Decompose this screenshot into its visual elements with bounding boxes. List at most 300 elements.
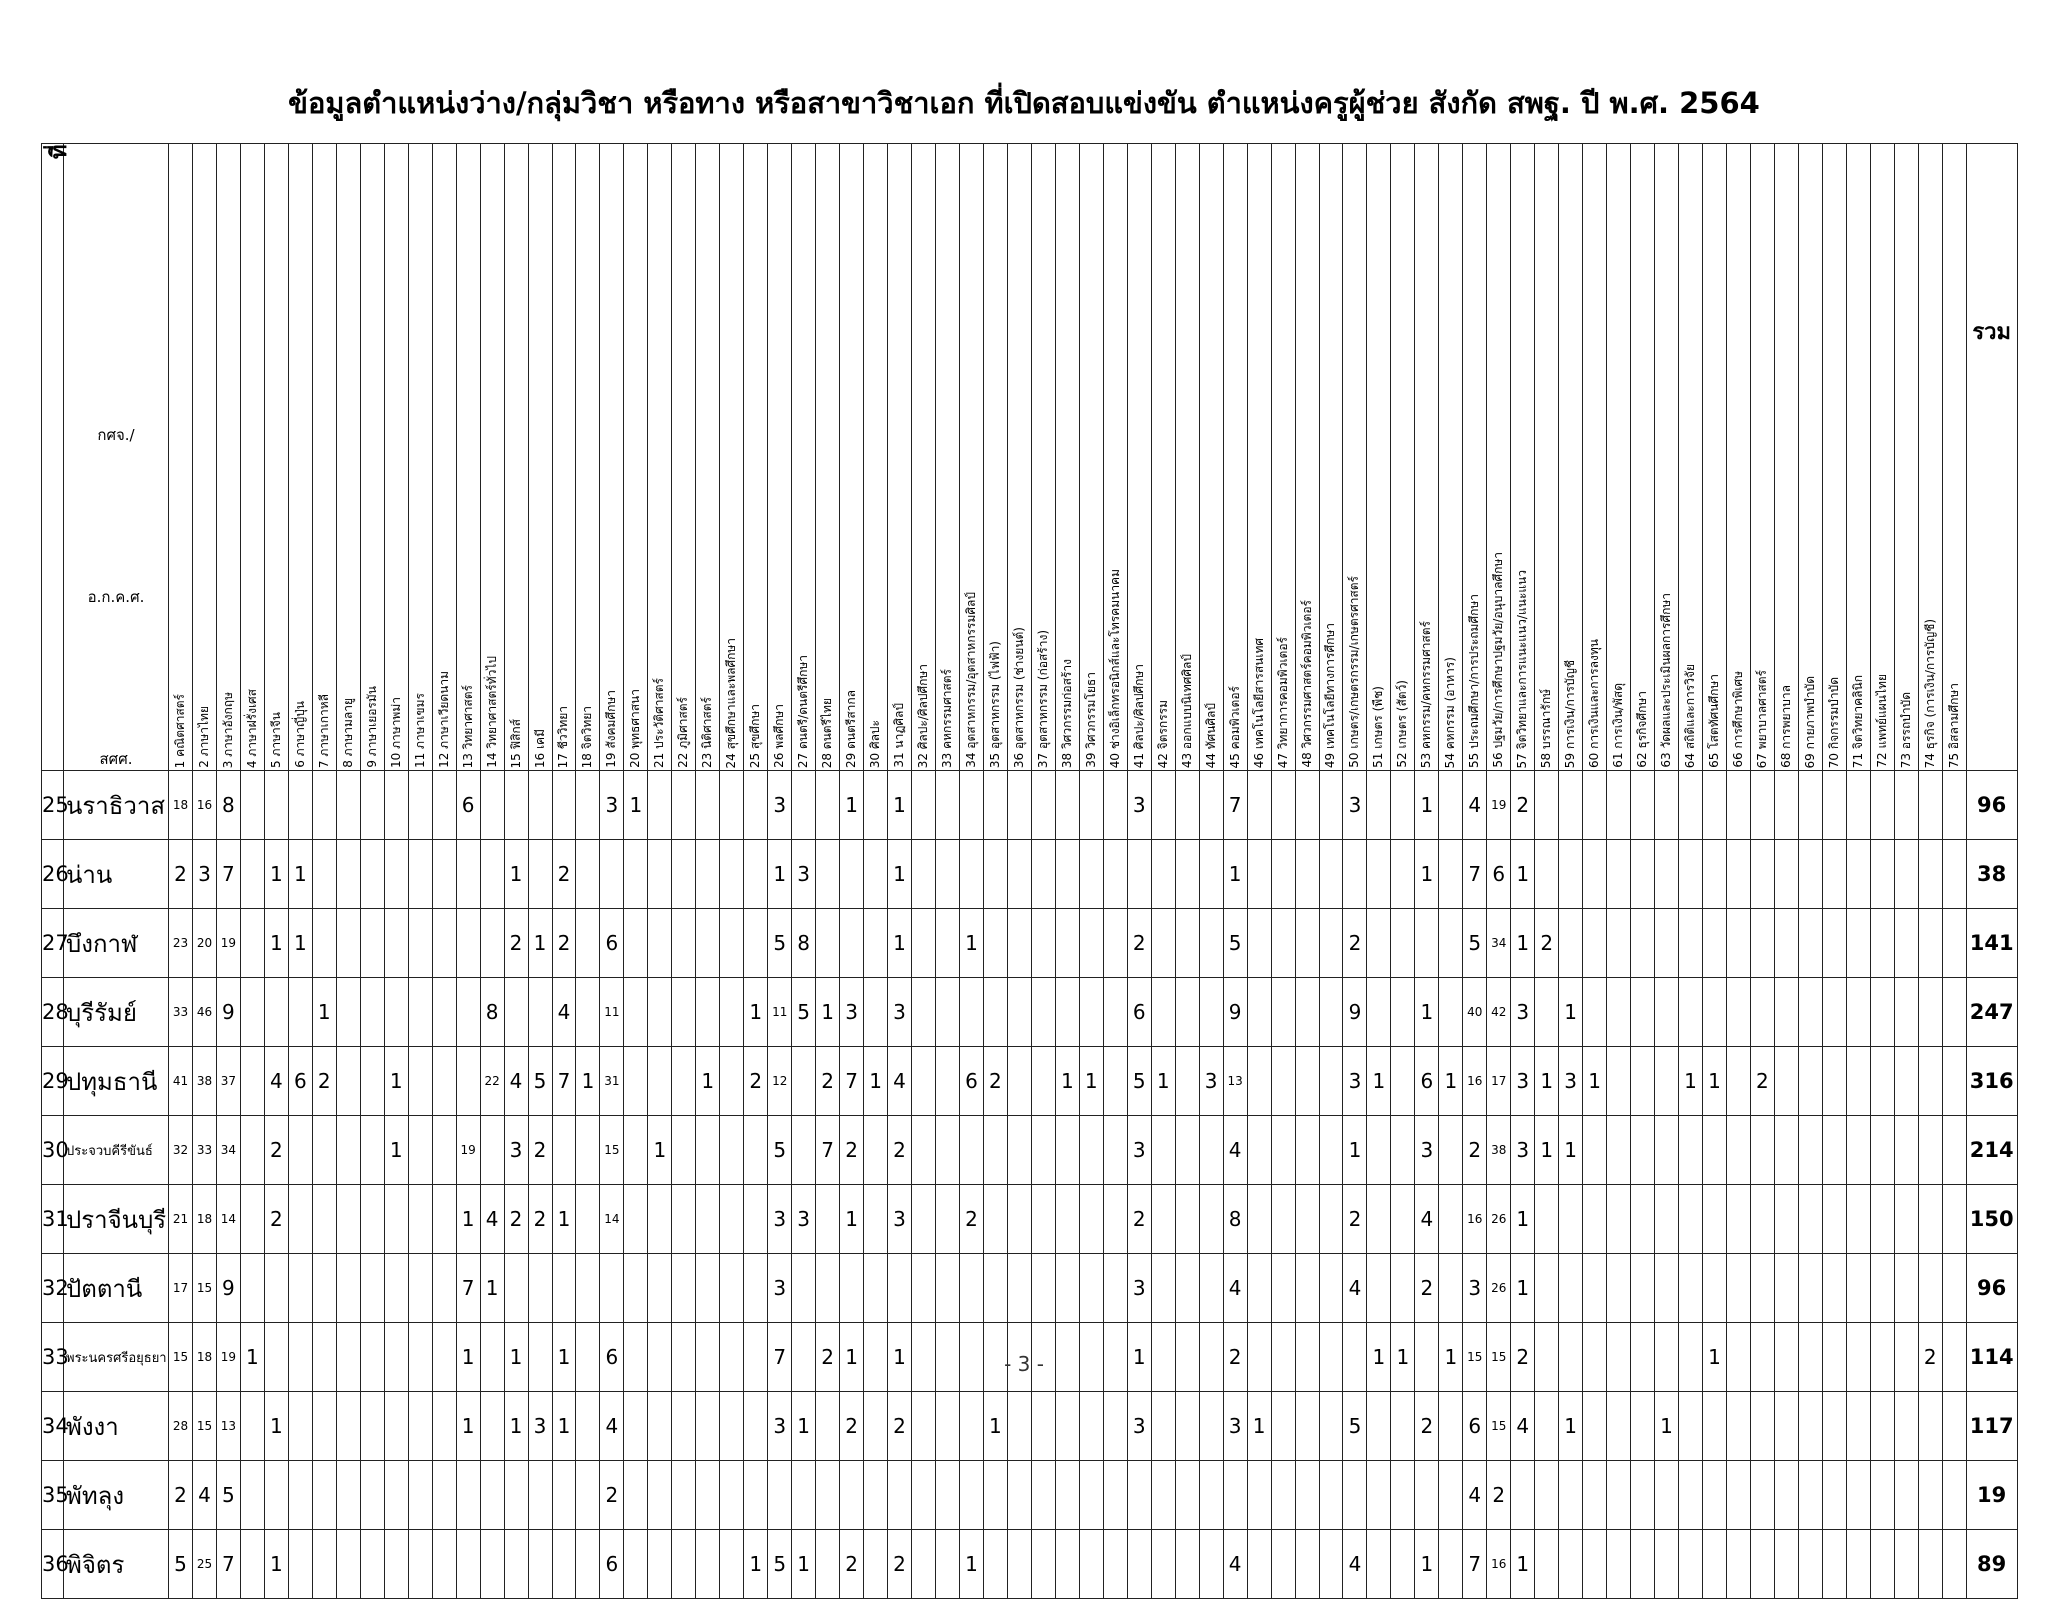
- data-cell: [264, 1461, 288, 1530]
- data-cell: [1679, 771, 1703, 840]
- data-cell: [384, 1461, 408, 1530]
- data-cell: [480, 1116, 504, 1185]
- data-cell: [1583, 1461, 1607, 1530]
- data-cell: [1655, 1185, 1679, 1254]
- data-cell: [576, 978, 600, 1047]
- data-cell: 16: [192, 771, 216, 840]
- data-cell: [240, 1461, 264, 1530]
- subject-header: [1439, 144, 1463, 771]
- subject-label: 75 อิสลามศึกษา: [1946, 682, 1961, 768]
- data-cell: [1151, 978, 1175, 1047]
- data-cell: 3: [792, 840, 816, 909]
- data-cell: 2: [528, 1185, 552, 1254]
- data-cell: [1655, 978, 1679, 1047]
- data-cell: [312, 1530, 336, 1599]
- data-cell: [1343, 840, 1367, 909]
- data-cell: 7: [552, 1047, 576, 1116]
- data-cell: 5: [768, 1530, 792, 1599]
- data-cell: [1271, 978, 1295, 1047]
- subject-label: 23 นิติศาสตร์: [700, 697, 715, 768]
- data-cell: [840, 840, 864, 909]
- data-cell: [408, 909, 432, 978]
- data-cell: [1007, 771, 1031, 840]
- data-cell: [888, 1461, 912, 1530]
- data-cell: 1: [264, 840, 288, 909]
- data-cell: [480, 1461, 504, 1530]
- data-cell: [1535, 771, 1559, 840]
- data-cell: [816, 1254, 840, 1323]
- data-cell: 2: [816, 1047, 840, 1116]
- data-cell: [624, 1530, 648, 1599]
- data-cell: 1: [1679, 1047, 1703, 1116]
- data-cell: [1942, 978, 1966, 1047]
- data-cell: [1319, 840, 1343, 909]
- data-cell: 1: [1367, 1323, 1391, 1392]
- data-cell: [1271, 771, 1295, 840]
- data-cell: [864, 1254, 888, 1323]
- data-cell: [312, 1116, 336, 1185]
- data-cell: 11: [600, 978, 624, 1047]
- data-cell: [1703, 1116, 1727, 1185]
- data-cell: 13: [216, 1392, 240, 1461]
- subject-label: 48 วิศวกรรมศาสตร์คอมพิวเตอร์: [1299, 600, 1314, 768]
- data-cell: 1: [1415, 840, 1439, 909]
- data-cell: [744, 1254, 768, 1323]
- data-cell: [528, 771, 552, 840]
- data-cell: [1583, 1185, 1607, 1254]
- data-cell: 2: [1343, 1185, 1367, 1254]
- data-cell: 1: [1703, 1047, 1727, 1116]
- row-number: 28: [42, 978, 64, 1047]
- data-cell: 2: [1415, 1254, 1439, 1323]
- data-cell: [576, 840, 600, 909]
- data-cell: 5: [768, 909, 792, 978]
- data-cell: [1319, 1185, 1343, 1254]
- data-cell: 1: [768, 840, 792, 909]
- data-cell: [1007, 840, 1031, 909]
- row-area-name: พิจิตร: [64, 1530, 169, 1599]
- data-cell: [864, 771, 888, 840]
- data-cell: 1: [888, 909, 912, 978]
- subject-label: 49 เทคโนโลยีทางการศึกษา: [1323, 622, 1338, 768]
- data-cell: [1750, 840, 1774, 909]
- subject-label: 14 วิทยาศาสตร์ทั่วไป: [484, 656, 499, 768]
- subject-label: 38 วิศวกรรมก่อสร้าง: [1059, 658, 1074, 768]
- data-cell: 1: [240, 1323, 264, 1392]
- data-cell: 12: [768, 1047, 792, 1116]
- data-cell: 1: [264, 909, 288, 978]
- data-cell: [816, 840, 840, 909]
- data-cell: [983, 909, 1007, 978]
- data-cell: [696, 1185, 720, 1254]
- data-cell: 1: [1703, 1323, 1727, 1392]
- data-cell: [1439, 840, 1463, 909]
- data-cell: [1870, 1047, 1894, 1116]
- data-cell: [744, 771, 768, 840]
- data-cell: [744, 909, 768, 978]
- data-cell: 1: [1391, 1323, 1415, 1392]
- data-cell: [384, 1530, 408, 1599]
- data-cell: [1655, 840, 1679, 909]
- data-cell: 1: [1511, 1254, 1535, 1323]
- data-cell: 2: [888, 1116, 912, 1185]
- data-cell: [672, 1530, 696, 1599]
- data-cell: 2: [1487, 1461, 1511, 1530]
- data-cell: [1175, 840, 1199, 909]
- data-cell: 1: [744, 978, 768, 1047]
- data-cell: 18: [192, 1323, 216, 1392]
- data-cell: [1894, 1047, 1918, 1116]
- data-cell: 1: [288, 840, 312, 909]
- subject-header: [1079, 144, 1103, 771]
- data-cell: [720, 1185, 744, 1254]
- subject-label: 41 ศิลปะ/ศิลปศึกษา: [1131, 663, 1146, 768]
- data-cell: [1031, 978, 1055, 1047]
- subject-label: 9 ภาษาเยอรมัน: [364, 686, 379, 768]
- data-cell: [1679, 840, 1703, 909]
- subject-label: 32 ศิลปะ/ศิลปศึกษา: [916, 663, 931, 768]
- data-cell: [1679, 1530, 1703, 1599]
- data-cell: 15: [192, 1254, 216, 1323]
- data-cell: 4: [1511, 1392, 1535, 1461]
- subject-header: [1007, 144, 1031, 771]
- data-cell: [1918, 1392, 1942, 1461]
- subject-label: 6 ภาษาญี่ปุ่น: [292, 701, 307, 768]
- data-cell: [1655, 771, 1679, 840]
- subject-header: [480, 144, 504, 771]
- data-cell: [1271, 1530, 1295, 1599]
- page-title: ข้อมูลตำแหน่งว่าง/กลุ่มวิชา หรือทาง หรือสาขาวิชาเอก ที่เปิดสอบแข่งขัน ตำแหน่งครูผู้ช่วย สังกัด สพฐ. ปี พ.ศ. 2564: [288, 86, 1760, 120]
- subject-header: [1127, 144, 1151, 771]
- data-cell: [1151, 771, 1175, 840]
- data-cell: [1774, 840, 1798, 909]
- data-cell: [840, 909, 864, 978]
- data-cell: [1535, 1185, 1559, 1254]
- data-cell: [1295, 1461, 1319, 1530]
- data-cell: [864, 1116, 888, 1185]
- data-cell: [648, 1461, 672, 1530]
- data-cell: 3: [528, 1392, 552, 1461]
- data-cell: [624, 1461, 648, 1530]
- data-cell: [744, 1185, 768, 1254]
- row-area-name: พระนครศรีอยุธยา: [64, 1323, 169, 1392]
- data-cell: 4: [1463, 1461, 1487, 1530]
- subject-header: [1846, 144, 1870, 771]
- data-cell: [1631, 909, 1655, 978]
- data-cell: 26: [1487, 1185, 1511, 1254]
- row-number: 27: [42, 909, 64, 978]
- data-cell: 2: [888, 1530, 912, 1599]
- data-cell: [1559, 840, 1583, 909]
- data-cell: 1: [1655, 1392, 1679, 1461]
- data-cell: 18: [192, 1185, 216, 1254]
- data-cell: [792, 771, 816, 840]
- data-cell: 3: [1343, 771, 1367, 840]
- data-cell: [672, 771, 696, 840]
- data-cell: [576, 1392, 600, 1461]
- table-row: [42, 1392, 2018, 1461]
- data-cell: 8: [792, 909, 816, 978]
- data-cell: 3: [768, 1392, 792, 1461]
- data-cell: [959, 771, 983, 840]
- data-cell: [1103, 1461, 1127, 1530]
- row-number: 32: [42, 1254, 64, 1323]
- data-cell: 1: [792, 1530, 816, 1599]
- data-cell: [1822, 1116, 1846, 1185]
- data-cell: [336, 909, 360, 978]
- data-cell: 3: [840, 978, 864, 1047]
- subject-header: [1894, 144, 1918, 771]
- data-cell: [1679, 1461, 1703, 1530]
- data-cell: [264, 771, 288, 840]
- data-cell: [1846, 1461, 1870, 1530]
- subject-header: [648, 144, 672, 771]
- data-cell: 3: [504, 1116, 528, 1185]
- data-cell: 7: [1463, 840, 1487, 909]
- data-cell: [1151, 1116, 1175, 1185]
- data-cell: [1918, 1047, 1942, 1116]
- subject-header: [576, 144, 600, 771]
- data-cell: [720, 1461, 744, 1530]
- data-cell: [288, 1530, 312, 1599]
- data-cell: 25: [192, 1530, 216, 1599]
- data-cell: [288, 771, 312, 840]
- data-cell: [1391, 909, 1415, 978]
- data-cell: 1: [552, 1185, 576, 1254]
- subject-header: [288, 144, 312, 771]
- data-cell: [1894, 1461, 1918, 1530]
- data-cell: 1: [1223, 840, 1247, 909]
- data-cell: 21: [169, 1185, 193, 1254]
- data-cell: [1631, 840, 1655, 909]
- data-cell: [696, 840, 720, 909]
- subject-label: 34 อุตสาหกรรม/อุตสาหกรรมศิลป์: [963, 592, 978, 768]
- data-cell: [1175, 771, 1199, 840]
- data-cell: 2: [1511, 771, 1535, 840]
- data-cell: [983, 1461, 1007, 1530]
- header-no-label: ที่: [47, 144, 72, 159]
- data-cell: [1798, 978, 1822, 1047]
- data-cell: 1: [1079, 1047, 1103, 1116]
- data-cell: [1607, 909, 1631, 978]
- data-cell: [1942, 840, 1966, 909]
- row-area-name: น่าน: [64, 840, 169, 909]
- data-cell: [1750, 1392, 1774, 1461]
- data-cell: [1079, 840, 1103, 909]
- data-cell: [360, 1116, 384, 1185]
- subject-label: 63 วัดผลและประเมินผลการศึกษา: [1659, 593, 1674, 768]
- data-cell: 1: [504, 1392, 528, 1461]
- subject-header: [264, 144, 288, 771]
- data-cell: [1607, 978, 1631, 1047]
- data-cell: [1295, 909, 1319, 978]
- data-cell: [624, 978, 648, 1047]
- subject-header: [1559, 144, 1583, 771]
- data-cell: 11: [768, 978, 792, 1047]
- data-cell: [336, 1254, 360, 1323]
- table-row: [42, 1047, 2018, 1116]
- data-cell: [1631, 771, 1655, 840]
- subject-label: 31 นาฏศิลป์: [892, 703, 907, 768]
- data-cell: [1894, 1530, 1918, 1599]
- data-cell: 22: [480, 1047, 504, 1116]
- data-cell: [360, 771, 384, 840]
- data-cell: 1: [959, 1530, 983, 1599]
- data-cell: [1031, 909, 1055, 978]
- data-cell: [1822, 771, 1846, 840]
- data-cell: [696, 1530, 720, 1599]
- row-total: 214: [1966, 1116, 2017, 1185]
- data-cell: [240, 1047, 264, 1116]
- row-number: 36: [42, 1530, 64, 1599]
- data-cell: [1055, 1254, 1079, 1323]
- data-cell: [288, 1116, 312, 1185]
- data-cell: [696, 1116, 720, 1185]
- data-cell: [912, 1461, 936, 1530]
- data-cell: [408, 840, 432, 909]
- data-cell: [1870, 840, 1894, 909]
- data-cell: [1367, 1392, 1391, 1461]
- data-cell: [1798, 1254, 1822, 1323]
- data-cell: [1726, 840, 1750, 909]
- data-cell: [1607, 1530, 1631, 1599]
- data-cell: [1774, 1047, 1798, 1116]
- data-cell: [936, 1047, 960, 1116]
- data-cell: [1726, 1254, 1750, 1323]
- subject-header: [1391, 144, 1415, 771]
- data-cell: 5: [1127, 1047, 1151, 1116]
- header-total-label: รวม: [1972, 320, 2011, 345]
- data-cell: [648, 1392, 672, 1461]
- subject-label: 51 เกษตร (พืช): [1371, 686, 1386, 768]
- data-cell: [336, 978, 360, 1047]
- data-cell: 19: [216, 1323, 240, 1392]
- data-cell: 5: [792, 978, 816, 1047]
- data-cell: [1870, 1185, 1894, 1254]
- data-cell: [312, 840, 336, 909]
- data-cell: [1175, 1185, 1199, 1254]
- data-cell: [480, 909, 504, 978]
- data-cell: [864, 840, 888, 909]
- data-cell: [1942, 771, 1966, 840]
- data-cell: [648, 1254, 672, 1323]
- data-cell: [1295, 1185, 1319, 1254]
- data-cell: [1199, 1185, 1223, 1254]
- data-cell: [504, 978, 528, 1047]
- page-number: - 3 -: [1004, 1352, 1044, 1376]
- data-cell: [1870, 1116, 1894, 1185]
- data-cell: [1631, 1254, 1655, 1323]
- subject-header: [983, 144, 1007, 771]
- data-cell: [959, 840, 983, 909]
- row-area-name: พังงา: [64, 1392, 169, 1461]
- data-cell: 1: [888, 840, 912, 909]
- subject-header: [600, 144, 624, 771]
- data-cell: [1007, 909, 1031, 978]
- data-cell: [1151, 840, 1175, 909]
- data-cell: 2: [600, 1461, 624, 1530]
- data-cell: [264, 978, 288, 1047]
- row-total: 247: [1966, 978, 2017, 1047]
- data-cell: [384, 840, 408, 909]
- data-cell: [312, 1254, 336, 1323]
- subject-label: 12 ภาษาเวียดนาม: [436, 671, 451, 768]
- data-cell: [1295, 978, 1319, 1047]
- data-cell: [432, 1047, 456, 1116]
- data-cell: 3: [1511, 978, 1535, 1047]
- data-cell: 3: [1511, 1047, 1535, 1116]
- data-cell: [1631, 1461, 1655, 1530]
- data-cell: [696, 1254, 720, 1323]
- data-cell: [720, 771, 744, 840]
- subject-header: [672, 144, 696, 771]
- data-cell: [1391, 1047, 1415, 1116]
- data-cell: [959, 1461, 983, 1530]
- data-cell: [576, 771, 600, 840]
- data-cell: [1127, 840, 1151, 909]
- data-cell: 1: [959, 909, 983, 978]
- data-cell: [624, 1392, 648, 1461]
- data-cell: 6: [1127, 978, 1151, 1047]
- data-cell: [456, 1047, 480, 1116]
- subject-label: 59 การเงิน/การบัญชี: [1563, 659, 1578, 768]
- data-cell: [696, 909, 720, 978]
- data-cell: 1: [864, 1047, 888, 1116]
- data-cell: [1726, 1392, 1750, 1461]
- data-cell: 5: [768, 1116, 792, 1185]
- subject-header: [1607, 144, 1631, 771]
- data-cell: [959, 1254, 983, 1323]
- data-cell: [528, 1530, 552, 1599]
- data-cell: [720, 840, 744, 909]
- subject-label: 27 ดนตรี/ดนตรีศึกษา: [796, 654, 811, 768]
- data-cell: [1439, 1116, 1463, 1185]
- data-cell: [1175, 1116, 1199, 1185]
- subject-header: [1463, 144, 1487, 771]
- subject-label: 35 อุตสาหกรรม (ไฟฟ้า): [987, 640, 1002, 768]
- data-cell: 4: [504, 1047, 528, 1116]
- data-cell: 1: [456, 1392, 480, 1461]
- data-cell: [1151, 1530, 1175, 1599]
- subject-header: [432, 144, 456, 771]
- subject-header: [528, 144, 552, 771]
- subject-header: [696, 144, 720, 771]
- subject-header: [744, 144, 768, 771]
- data-cell: [1439, 1461, 1463, 1530]
- header-no: [42, 144, 72, 771]
- data-cell: 2: [983, 1047, 1007, 1116]
- data-cell: 1: [1583, 1047, 1607, 1116]
- data-cell: 3: [888, 978, 912, 1047]
- data-cell: [432, 771, 456, 840]
- data-cell: [864, 978, 888, 1047]
- data-cell: [1367, 1116, 1391, 1185]
- data-cell: 40: [1463, 978, 1487, 1047]
- data-cell: 8: [480, 978, 504, 1047]
- data-cell: 7: [1463, 1530, 1487, 1599]
- data-cell: [912, 1047, 936, 1116]
- data-cell: 3: [888, 1185, 912, 1254]
- data-cell: [648, 1047, 672, 1116]
- data-cell: [1511, 1461, 1535, 1530]
- data-cell: 14: [600, 1185, 624, 1254]
- data-cell: [1942, 1047, 1966, 1116]
- data-cell: [624, 1116, 648, 1185]
- data-cell: [1846, 840, 1870, 909]
- data-cell: [912, 1392, 936, 1461]
- data-cell: 3: [768, 1254, 792, 1323]
- data-cell: [1918, 909, 1942, 978]
